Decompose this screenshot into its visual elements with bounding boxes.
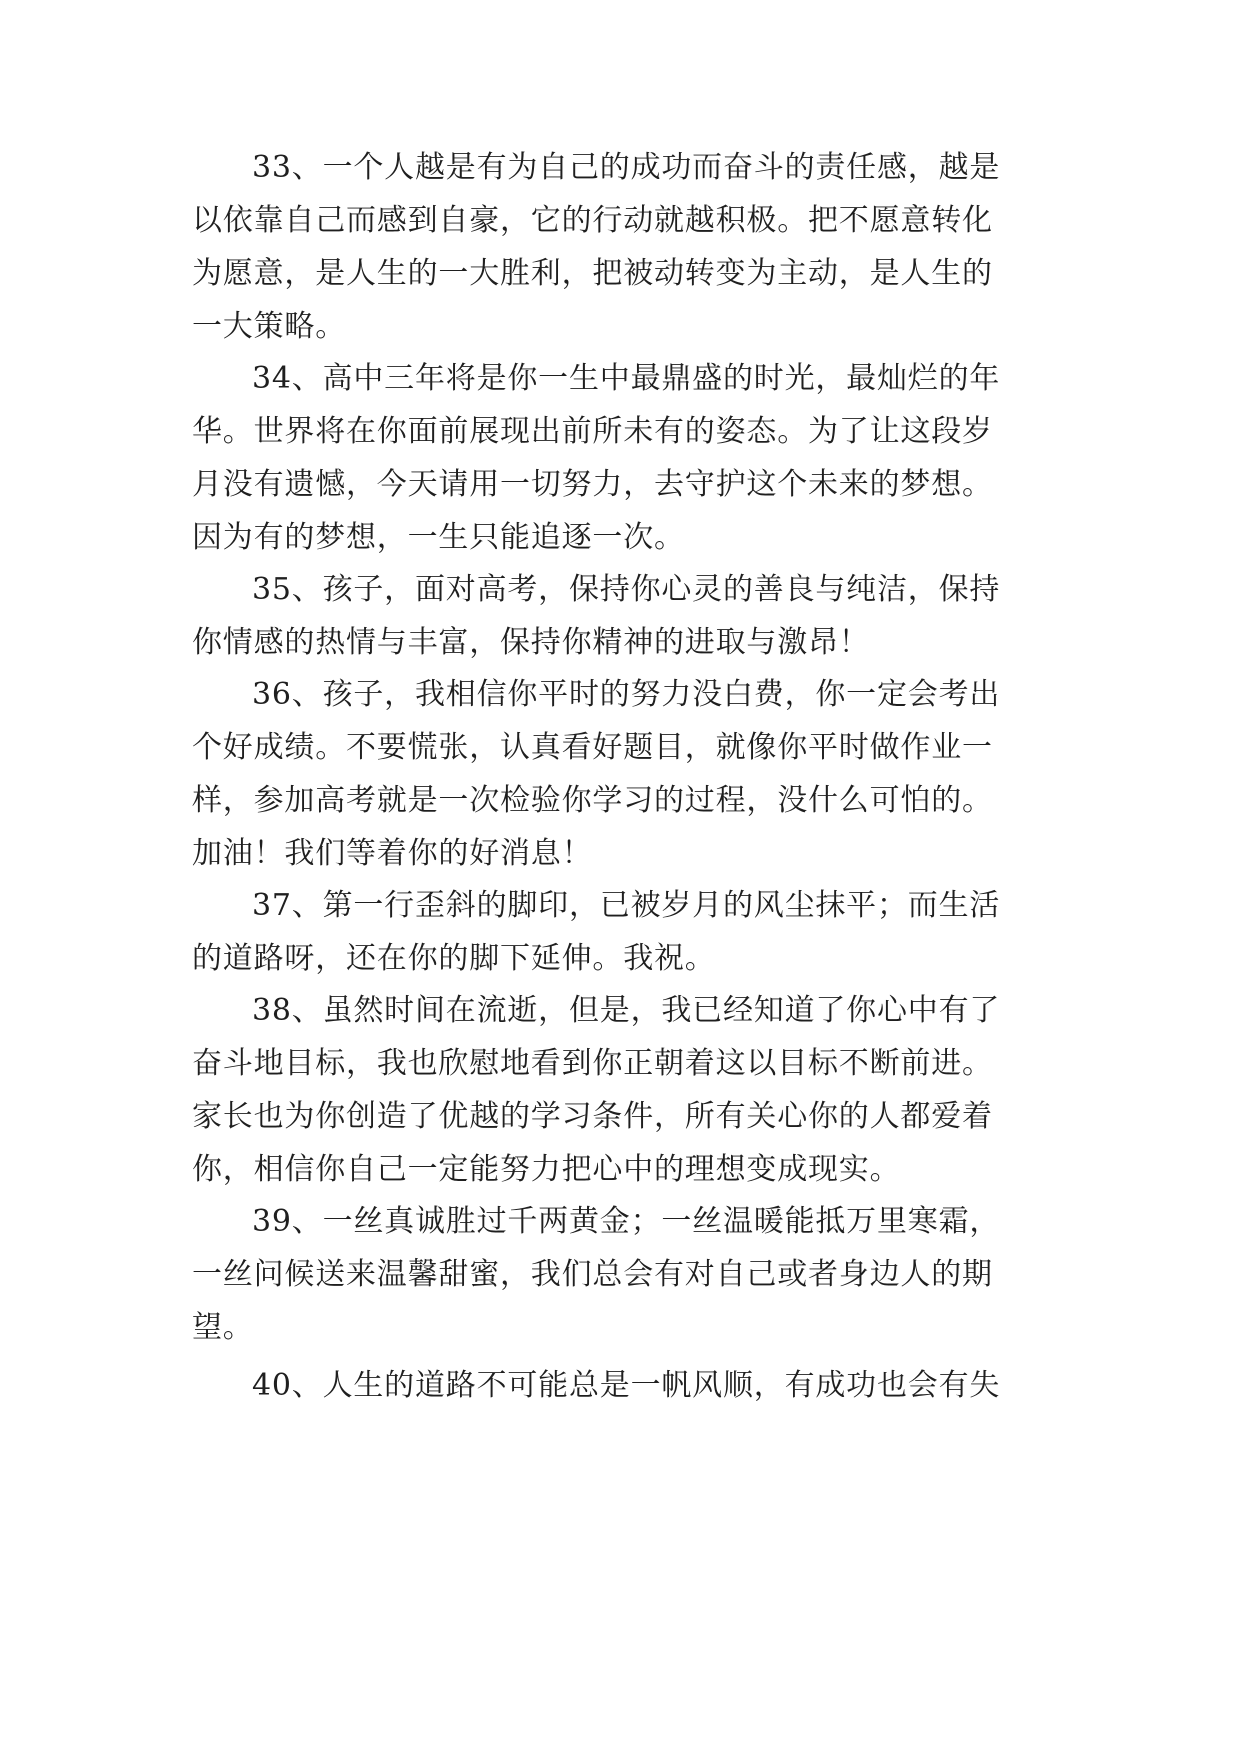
paragraph-33-line-4: 一大策略。 <box>192 309 346 344</box>
paragraph-38-line-4: 你，相信你自己一定能努力把心中的理想变成现实。 <box>192 1152 901 1187</box>
paragraph-39-line-2: 一丝问候送来温馨甜蜜，我们总会有对自己或者身边人的期 <box>192 1257 993 1292</box>
paragraph-36-line-2: 个好成绩。不要慌张，认真看好题目，就像你平时做作业一 <box>192 730 993 765</box>
paragraph-40-line-1: 40、人生的道路不可能总是一帆风顺，有成功也会有失 <box>252 1368 1001 1403</box>
paragraph-37-line-1: 37、第一行歪斜的脚印，已被岁月的风尘抹平；而生活 <box>252 888 1001 923</box>
paragraph-36-line-1: 36、孩子，我相信你平时的努力没白费，你一定会考出 <box>252 677 1001 712</box>
paragraph-39-line-3: 望。 <box>192 1310 254 1345</box>
paragraph-38-line-3: 家长也为你创造了优越的学习条件，所有关心你的人都爱着 <box>192 1099 993 1134</box>
paragraph-34-line-4: 因为有的梦想，一生只能追逐一次。 <box>192 520 685 555</box>
paragraph-38-line-2: 奋斗地目标，我也欣慰地看到你正朝着这以目标不断前进。 <box>192 1046 993 1081</box>
paragraph-38-line-1: 38、虽然时间在流逝，但是，我已经知道了你心中有了 <box>252 993 1001 1028</box>
paragraph-33-line-2: 以依靠自己而感到自豪，它的行动就越积极。把不愿意转化 <box>192 203 993 238</box>
paragraph-34-line-2: 华。世界将在你面前展现出前所未有的姿态。为了让这段岁 <box>192 414 993 449</box>
paragraph-35-line-1: 35、孩子，面对高考，保持你心灵的善良与纯洁，保持 <box>252 572 1001 607</box>
paragraph-34-line-3: 月没有遗憾，今天请用一切努力，去守护这个未来的梦想。 <box>192 467 993 502</box>
paragraph-37-line-2: 的道路呀，还在你的脚下延伸。我祝。 <box>192 941 716 976</box>
paragraph-33-line-1: 33、一个人越是有为自己的成功而奋斗的责任感，越是 <box>252 150 1001 185</box>
paragraph-34-line-1: 34、高中三年将是你一生中最鼎盛的时光，最灿烂的年 <box>252 361 1001 396</box>
paragraph-36-line-4: 加油！我们等着你的好消息！ <box>192 836 593 871</box>
paragraph-33-line-3: 为愿意，是人生的一大胜利，把被动转变为主动，是人生的 <box>192 256 993 291</box>
paragraph-36-line-3: 样，参加高考就是一次检验你学习的过程，没什么可怕的。 <box>192 783 993 818</box>
paragraph-35-line-2: 你情感的热情与丰富，保持你精神的进取与激昂！ <box>192 625 870 660</box>
paragraph-39-line-1: 39、一丝真诚胜过千两黄金；一丝温暖能抵万里寒霜， <box>252 1204 1001 1239</box>
